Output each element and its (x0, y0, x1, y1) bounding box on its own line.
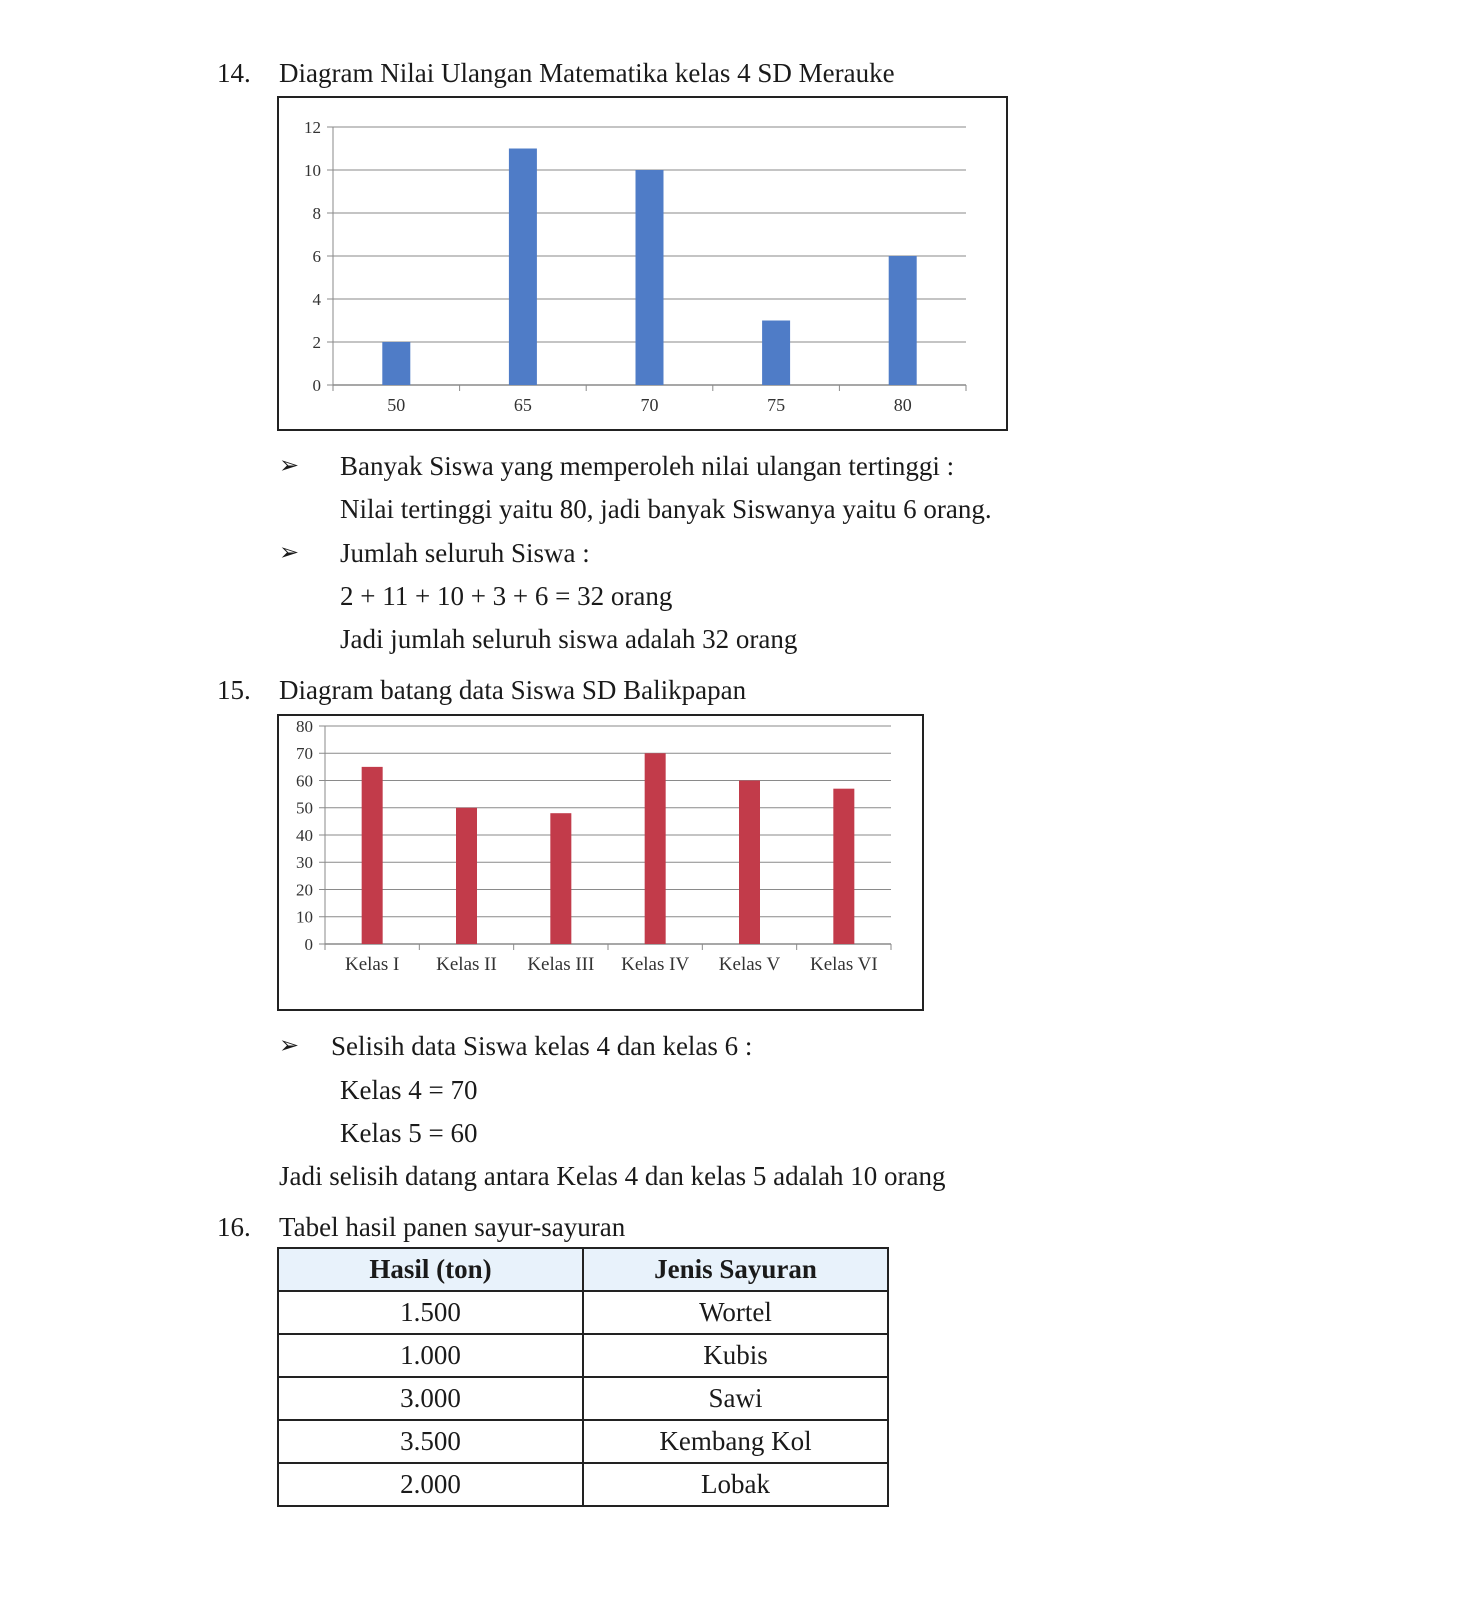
cell-hasil: 1.000 (278, 1334, 583, 1377)
y-tick-label: 40 (296, 825, 313, 845)
bar-kelas-iii (550, 813, 571, 944)
x-tick-label: 70 (640, 395, 659, 415)
x-tick-label: Kelas III (527, 954, 595, 975)
x-tick-label: Kelas IV (621, 954, 690, 975)
table-header-row (278, 1248, 888, 1291)
y-tick-label: 2 (312, 332, 321, 352)
y-tick-label: 12 (304, 117, 321, 137)
bullet-arrow-icon: ➢ (279, 540, 300, 566)
bar-65 (509, 149, 537, 386)
bar-kelas-v (739, 781, 760, 945)
cell-hasil: 3.500 (278, 1420, 583, 1463)
q15-conclusion: Jadi selisih datang antara Kelas 4 dan kelas 5 adalah 10 orang (279, 1161, 946, 1191)
header-jenis: Jenis Sayuran (583, 1248, 888, 1291)
bullet-arrow-icon: ➢ (279, 1033, 300, 1059)
x-tick-label: Kelas I (344, 954, 400, 975)
table-row (278, 1420, 888, 1463)
y-tick-label: 50 (296, 798, 313, 818)
q14-bullet2-head: Jumlah seluruh Siswa : (340, 538, 590, 568)
bar-70 (636, 170, 664, 385)
x-tick-label: 75 (767, 395, 786, 415)
cell-hasil: 2.000 (278, 1463, 583, 1506)
harvest-table (277, 1247, 889, 1507)
q16-number: 16. (217, 1212, 251, 1242)
table-row (278, 1291, 888, 1334)
q15-line1: Kelas 4 = 70 (340, 1075, 478, 1105)
y-tick-label: 80 (296, 716, 313, 736)
y-tick-label: 60 (296, 771, 313, 791)
x-tick-label: Kelas VI (809, 954, 878, 975)
q14-bullet1-line: Nilai tertinggi yaitu 80, jadi banyak Siswanya yaitu 6 orang. (340, 494, 992, 524)
y-tick-label: 30 (296, 853, 313, 873)
table-row (278, 1334, 888, 1377)
cell-jenis: Kubis (583, 1334, 888, 1377)
x-tick-label: 50 (387, 395, 406, 415)
chart-1 (279, 98, 1006, 429)
q15-number: 15. (217, 675, 251, 705)
q14-number: 14. (217, 58, 251, 88)
header-hasil: Hasil (ton) (278, 1248, 583, 1291)
bar-kelas-vi (833, 789, 854, 944)
q15-title: Diagram batang data Siswa SD Balikpapan (279, 675, 747, 705)
cell-jenis: Kembang Kol (583, 1420, 888, 1463)
chart-1-frame (277, 96, 1008, 431)
cell-jenis: Wortel (583, 1291, 888, 1334)
cell-jenis: Lobak (583, 1463, 888, 1506)
x-tick-label: Kelas II (436, 954, 497, 975)
q15-bullet-head: Selisih data Siswa kelas 4 dan kelas 6 : (331, 1031, 753, 1061)
y-tick-label: 70 (296, 744, 313, 764)
q15-line2: Kelas 5 = 60 (340, 1118, 478, 1148)
y-tick-label: 10 (304, 160, 321, 180)
bar-kelas-ii (456, 808, 477, 944)
x-tick-label: 65 (513, 395, 532, 415)
y-tick-label: 4 (312, 289, 321, 309)
y-tick-label: 8 (312, 203, 321, 223)
table-row (278, 1377, 888, 1420)
bullet-arrow-icon: ➢ (279, 453, 300, 479)
y-tick-label: 0 (312, 375, 321, 395)
y-tick-label: 10 (296, 907, 313, 927)
q14-title: Diagram Nilai Ulangan Matematika kelas 4 SD Merauke (279, 58, 895, 88)
x-tick-label: 80 (893, 395, 912, 415)
q14-bullet2-line1: 2 + 11 + 10 + 3 + 6 = 32 orang (340, 581, 673, 611)
chart-2 (279, 716, 922, 1009)
y-tick-label: 0 (304, 934, 313, 954)
bar-kelas-iv (645, 753, 666, 944)
cell-jenis: Sawi (583, 1377, 888, 1420)
x-tick-label: Kelas V (718, 954, 781, 975)
y-tick-label: 20 (296, 880, 313, 900)
bar-kelas-i (362, 767, 383, 944)
bar-50 (382, 342, 410, 385)
bar-80 (889, 256, 917, 385)
q14-bullet1-head: Banyak Siswa yang memperoleh nilai ulangan tertinggi : (340, 451, 955, 481)
y-tick-label: 6 (312, 246, 321, 266)
table-row (278, 1463, 888, 1506)
q16-title: Tabel hasil panen sayur-sayuran (279, 1212, 626, 1242)
q14-bullet2-line2: Jadi jumlah seluruh siswa adalah 32 orang (340, 624, 798, 654)
cell-hasil: 3.000 (278, 1377, 583, 1420)
cell-hasil: 1.500 (278, 1291, 583, 1334)
bar-75 (762, 321, 790, 386)
chart-2-frame (277, 714, 924, 1011)
